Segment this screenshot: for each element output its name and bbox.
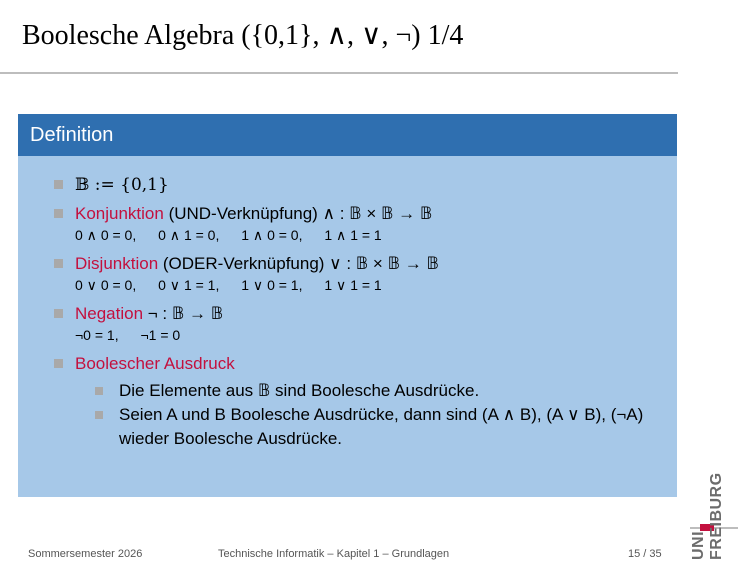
bullet-icon xyxy=(95,411,103,419)
slide-title: Boolesche Algebra ({0,1}, ∧, ∨, ¬) 1/4 xyxy=(22,20,464,51)
university-logo: UNI FREIBURG xyxy=(690,480,738,560)
bullet-icon xyxy=(54,359,63,368)
definition-box xyxy=(18,114,677,497)
list-item-negation: Negation ¬ : 𝔹 → 𝔹 ¬0 = 1, ¬1 = 0 xyxy=(54,303,667,346)
sub-list-item: Seien A und B Boolesche Ausdrücke, dann sind (A ∧ B), (A ∨ B), (¬A) wieder Boolesche Ausdrücke. xyxy=(95,403,667,451)
footer-course: Technische Informatik – Kapitel 1 – Grundlagen xyxy=(218,548,450,560)
negation-values: ¬0 = 1, ¬1 = 0 xyxy=(75,327,181,343)
sub-list xyxy=(95,379,667,451)
title-divider xyxy=(0,72,678,74)
footer-semester: Sommersemester 2026 xyxy=(28,548,143,560)
term-conjunction: Konjunktion xyxy=(75,204,164,223)
bullet-icon xyxy=(54,209,63,218)
conjunction-values: 0 ∧ 0 = 0, 0 ∧ 1 = 0, 1 ∧ 0 = 0, 1 ∧ 1 = 1 xyxy=(75,227,382,243)
list-item-conjunction: Konjunktion (UND-Verknüpfung) ∧ : 𝔹 × 𝔹 → 𝔹 0 ∧ 0 = 0, 0 ∧ 1 = 0, 1 ∧ 0 = 0, 1 ∧ 1 = 1 xyxy=(54,203,667,246)
footer-page-number: 15 / 35 xyxy=(628,548,662,560)
disjunction-values: 0 ∨ 0 = 0, 0 ∨ 1 = 1, 1 ∨ 0 = 1, 1 ∨ 1 = 1 xyxy=(75,277,382,293)
list-item-disjunction: Disjunktion (ODER-Verknüpfung) ∨ : 𝔹 × 𝔹 → 𝔹 0 ∨ 0 = 0, 0 ∨ 1 = 1, 1 ∨ 0 = 1, 1 ∨ 1 = 1 xyxy=(54,253,667,296)
bullet-icon xyxy=(95,387,103,395)
definition-header: Definition xyxy=(18,114,677,156)
bullet-icon xyxy=(54,259,63,268)
bullet-icon xyxy=(54,180,63,189)
bullet-icon xyxy=(54,309,63,318)
sub-list-item: Die Elemente aus 𝔹 sind Boolesche Ausdrücke. xyxy=(95,379,667,403)
definition-items xyxy=(54,174,667,458)
term-disjunction: Disjunktion xyxy=(75,254,159,273)
list-item-boolean-expression xyxy=(54,353,667,451)
term-boolean-expression: Boolescher Ausdruck xyxy=(75,354,235,373)
term-negation: Negation xyxy=(75,304,144,323)
list-item-boolean-set: 𝔹 := {0,1} xyxy=(54,174,667,196)
